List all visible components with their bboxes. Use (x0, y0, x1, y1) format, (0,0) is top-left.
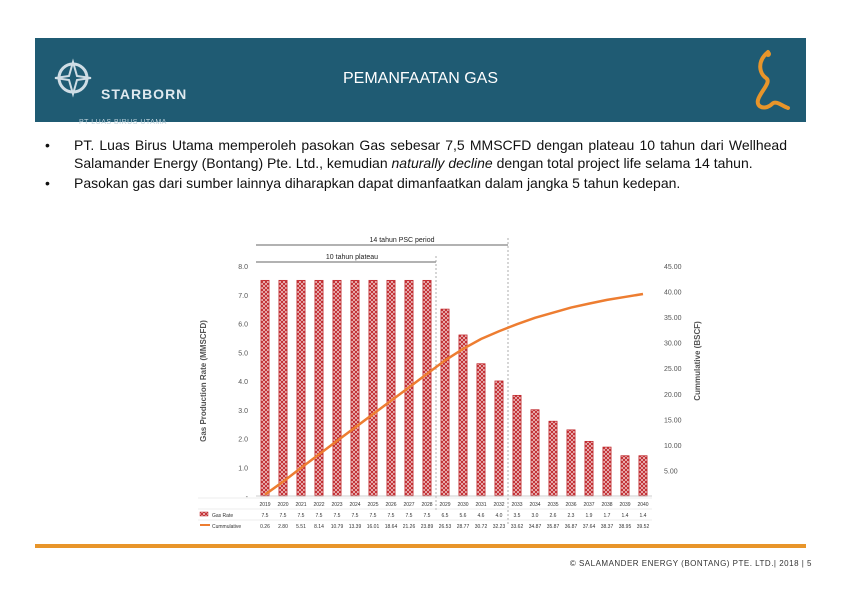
table-cell: 8.14 (314, 524, 324, 530)
salamander-icon (738, 48, 798, 118)
y2-tick-label: 25.00 (664, 366, 682, 374)
bar-gas-rate (513, 395, 521, 496)
x-tick-label: 2022 (313, 502, 325, 508)
table-row-label: Gas Rate (212, 513, 234, 519)
table-cell: 3.5 (513, 513, 521, 519)
y2-tick-label: 40.00 (664, 289, 682, 297)
table-cell: 34.87 (528, 524, 542, 530)
table-cell: 32.23 (492, 524, 506, 530)
annotation-label: 14 tahun PSC period (369, 237, 435, 244)
bullet-text: Pasokan gas dari sumber lainnya diharapkan dapat dimanfaatkan dalam jangka 5 tahun kedepan. (74, 175, 681, 191)
table-cell: 16.01 (366, 524, 380, 530)
table-cell: 37.64 (582, 524, 596, 530)
x-tick-label: 2034 (529, 502, 541, 508)
y2-tick-label: 45.00 (664, 264, 682, 271)
bar-gas-rate (279, 280, 287, 496)
table-cell: 36.87 (564, 524, 578, 530)
table-cell: 33.62 (510, 524, 524, 530)
x-tick-label: 2019 (259, 502, 271, 508)
bar-gas-rate (639, 456, 647, 496)
bar-gas-rate (441, 309, 449, 496)
x-tick-label: 2029 (439, 502, 451, 508)
bar-gas-rate (567, 430, 575, 496)
table-cell: 1.4 (639, 513, 647, 519)
table-cell: 4.6 (477, 513, 485, 519)
x-tick-label: 2039 (619, 502, 631, 508)
bar-gas-rate (351, 280, 359, 496)
bullet-list (40, 136, 787, 194)
annotation-label: 10 tahun plateau (325, 254, 379, 261)
table-cell: 39.52 (636, 524, 650, 530)
bar-gas-rate (333, 280, 341, 496)
y2-tick-label: 20.00 (664, 391, 682, 399)
x-tick-label: 2020 (277, 502, 289, 508)
y-tick-label: 5.0 (238, 350, 248, 358)
italic-phrase: naturally decline (391, 155, 493, 171)
x-tick-label: 2027 (403, 502, 415, 508)
table-cell: 38.37 (600, 524, 614, 530)
table-cell: 5.51 (296, 524, 306, 530)
table-cell: 7.5 (369, 513, 377, 519)
header-banner (35, 38, 806, 126)
y2-tick-label: 5.00 (664, 468, 678, 476)
y-tick-label: 6.0 (238, 321, 248, 329)
bullet-marker: • (45, 175, 50, 191)
bullet-item (40, 136, 787, 172)
table-cell: 10.79 (330, 524, 344, 530)
table-cell: 2.80 (278, 524, 288, 530)
bar-gas-rate (621, 456, 629, 496)
table-cell: 7.5 (279, 513, 287, 519)
table-cell: 35.87 (546, 524, 560, 530)
y2-tick-label: 15.00 (664, 417, 682, 425)
bar-gas-rate (495, 381, 503, 496)
x-tick-label: 2021 (295, 502, 307, 508)
table-cell: 23.89 (420, 524, 434, 530)
x-tick-label: 2024 (349, 502, 361, 508)
x-tick-label: 2026 (385, 502, 397, 508)
x-tick-label: 2035 (547, 502, 559, 508)
logo-text: STARBORN (101, 86, 188, 102)
y2-axis-title: Cummulative (BSCF) (693, 321, 702, 401)
table-cell: 7.5 (315, 513, 323, 519)
gas-production-chart (190, 230, 710, 530)
x-tick-label: 2037 (583, 502, 595, 508)
y2-tick-label: 10.00 (664, 442, 682, 450)
x-tick-label: 2031 (475, 502, 487, 508)
bar-gas-rate (297, 280, 305, 496)
page-title: PEMANFAATAN GAS (343, 70, 498, 87)
y-axis-title: Gas Production Rate (MMSCFD) (199, 320, 208, 442)
table-cell: 7.5 (261, 513, 269, 519)
table-cell: 30.72 (474, 524, 488, 530)
x-tick-label: 2028 (421, 502, 433, 508)
x-tick-label: 2036 (565, 502, 577, 508)
table-cell: 26.53 (438, 524, 452, 530)
table-cell: 13.39 (348, 524, 362, 530)
bar-gas-rate (477, 364, 485, 496)
y-tick-label: 7.0 (238, 292, 248, 300)
y2-tick-label: 35.00 (664, 315, 682, 323)
table-cell: 7.5 (333, 513, 341, 519)
table-cell: 0.26 (260, 524, 270, 530)
y2-tick-label: 30.00 (664, 340, 682, 348)
table-cell: 2.3 (567, 513, 575, 519)
x-tick-label: 2038 (601, 502, 613, 508)
table-cell: 1.9 (585, 513, 593, 519)
footer-divider (35, 544, 806, 548)
y-tick-label: 2.0 (238, 436, 248, 444)
footer-text: © SALAMANDER ENERGY (BONTANG) PTE. LTD.| 2018 | 5 (569, 559, 812, 568)
table-cell: 4.0 (495, 513, 503, 519)
x-tick-label: 2023 (331, 502, 343, 508)
table-cell: 21.26 (402, 524, 416, 530)
bullet-text: PT. Luas Birus Utama memperoleh pasokan Gas sebesar 7,5 MMSCFD dengan plateau 10 tahun dari Wellhead Salamander Energy (Bontang) Pte. Ltd., kemudian naturally decline dengan total project life selama 14 tahun. (74, 137, 787, 171)
table-cell: 7.5 (405, 513, 413, 519)
y-tick-label: 3.0 (238, 407, 248, 415)
table-cell: 38.95 (618, 524, 632, 530)
bullet-marker: • (45, 137, 50, 153)
table-cell: 7.5 (297, 513, 305, 519)
bar-gas-rate (423, 280, 431, 496)
y-tick-label: - (245, 494, 248, 501)
y-tick-label: 1.0 (238, 465, 248, 473)
table-cell: 28.77 (456, 524, 470, 530)
table-cell: 18.64 (384, 524, 398, 530)
bar-gas-rate (459, 335, 467, 496)
bar-gas-rate (369, 280, 377, 496)
bar-gas-rate (549, 421, 557, 496)
bar-gas-rate (315, 280, 323, 496)
y-tick-label: 8.0 (238, 264, 248, 271)
x-tick-label: 2040 (637, 502, 649, 508)
x-tick-label: 2033 (511, 502, 523, 508)
table-row-label: Cummulative (212, 524, 242, 530)
table-cell: 7.5 (423, 513, 431, 519)
table-cell: 6.5 (441, 513, 449, 519)
bar-gas-rate (387, 280, 395, 496)
table-cell: 1.7 (603, 513, 611, 519)
bar-gas-rate (585, 441, 593, 496)
x-tick-label: 2030 (457, 502, 469, 508)
x-tick-label: 2032 (493, 502, 505, 508)
bullet-item (40, 174, 787, 192)
bar-gas-rate (603, 447, 611, 496)
logo-subtext: PT LUAS BIRUS UTAMA (79, 119, 167, 126)
table-legend-swatch (200, 512, 208, 516)
table-cell: 2.6 (549, 513, 557, 519)
table-cell: 7.5 (387, 513, 395, 519)
bar-gas-rate (261, 280, 269, 496)
table-cell: 1.4 (621, 513, 629, 519)
table-cell: 5.6 (459, 513, 467, 519)
table-cell: 7.5 (351, 513, 359, 519)
y-tick-label: 4.0 (238, 379, 248, 386)
bar-gas-rate (531, 410, 539, 496)
table-cell: 3.0 (531, 513, 539, 519)
x-tick-label: 2025 (367, 502, 379, 508)
